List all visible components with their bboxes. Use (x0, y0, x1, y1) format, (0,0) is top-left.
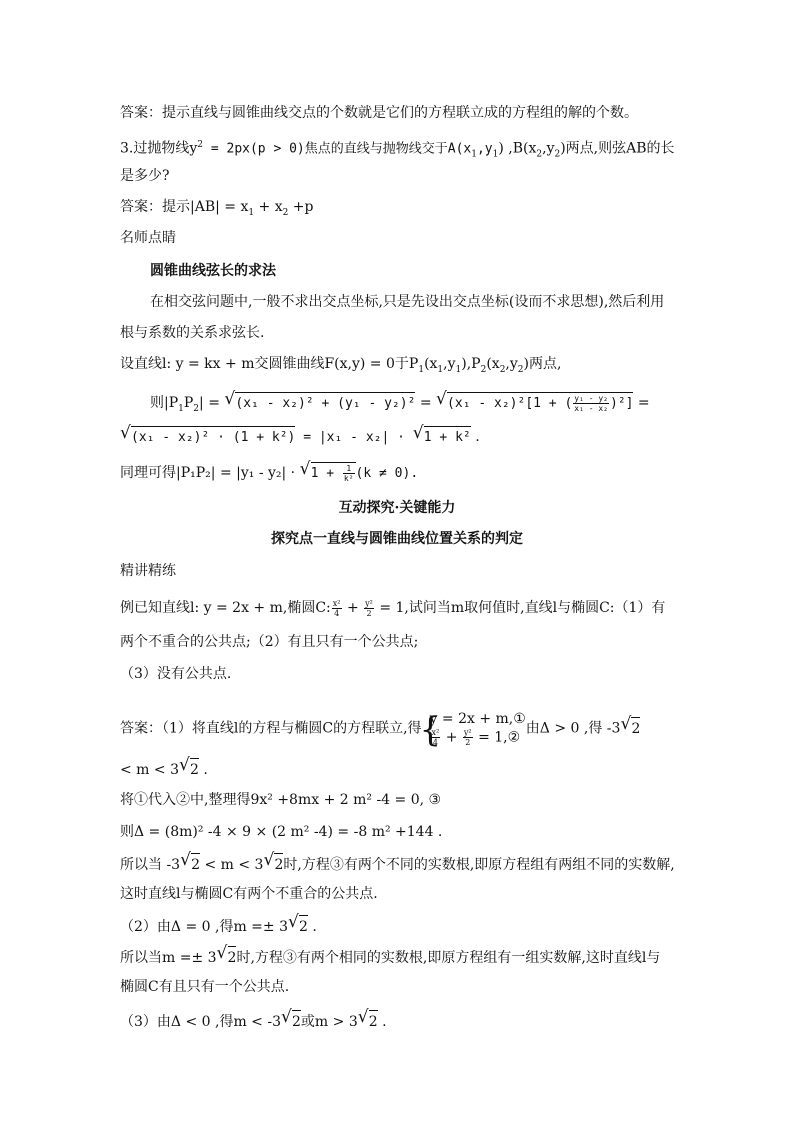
answer-case-2-cont: 椭圆C有且只有一个公共点. (120, 979, 290, 995)
fraction: $\frac{\text{x²}}{4}$ (431, 728, 440, 747)
fraction: $\frac{\text{y₁ - y₂}}{\text{x₁ - x₂}}$ (574, 394, 608, 413)
sqrt-expression: √ 2 (180, 853, 200, 875)
question-3: 3.过抛物线$y^2 = 2px(p > 0)$焦点的直线与抛物线交于$A(x_1,y_1)$ $,B(x_2,y_2)$两点,则弦AB的长 (120, 140, 675, 160)
fraction: $\frac{\text{y²}}{2}$ (463, 728, 472, 747)
sqrt-expression: √ 2 (263, 853, 283, 875)
answer-case-1: 所以当 -3√ 2 < m < 3√ 2时,方程③有两个不同的实数根,即原方程组有两组不同的实数解, (120, 853, 675, 875)
answer-2: （2）由Δ = 0 ,得m =± 3√ 2 . (120, 915, 317, 937)
answer-1-cont: < m < 3√ 2 . (120, 758, 208, 780)
fraction: $\frac{1}{\text{k²}}$ (343, 464, 354, 483)
chord-formula-3: 同理可得|P₁P₂| = |y₁ - y₂| · √ 1 + $\frac{1}{\text{k²}}$ (k ≠ 0). (120, 462, 418, 484)
answer-case-1-cont: 这时直线l与椭圆C有两个不重合的公共点. (120, 886, 378, 902)
sqrt-expression: √ 1 + $\frac{1}{\text{k²}}$ (300, 462, 356, 484)
sqrt-expression: √ (x₁ - x₂)²[1 + ( $\frac{\text{y₁ - y₂}}{\text{x₁ - x₂}}$ )²] (436, 392, 633, 414)
answer-3: （3）由Δ < 0 ,得m < -3√ 2或m > 3√ 2 . (120, 1010, 387, 1032)
answer-discriminant: 则Δ = (8m)² -4 × 9 × (2 m² -4) = -8 m² +144 . (120, 824, 443, 840)
equation-system: { y = 2x + m,① $\frac{\text{x²}}{4}$ + $\frac{\text{y²}}{2}$ = 1,② (422, 710, 526, 747)
answer-substitute: 将①代入②中,整理得9x² +8mx + 2 m² -4 = 0, ③ (120, 792, 442, 808)
example-line-3: （3）没有公共点. (120, 666, 232, 682)
tip-setup: 设直线l: y = kx + m交圆锥曲线F(x,y) = 0于$P_1(x_1,y_1),P_2(x_2,y_2)$两点, (120, 356, 562, 375)
subsection-heading: 探究点一直线与圆锥曲线位置关系的判定 (271, 531, 523, 547)
sqrt-expression: √ 2 (217, 946, 237, 968)
tip-text-1: 在相交弦问题中,一般不求出交点坐标,只是先设出交点坐标(设而不求思想),然后利用 (150, 294, 665, 310)
tip-text-2: 根与系数的关系求弦长. (120, 325, 265, 341)
sqrt-expression: √ 2 (358, 1010, 378, 1032)
example-line-1: 例已知直线l: y = 2x + m,椭圆C: $\frac{\text{x²}}{4}$ + $\frac{\text{y²}}{2}$ = 1,试问当m取何值时,直线l与椭圆C:（1）有 (120, 598, 666, 618)
tip-heading: 圆锥曲线弦长的求法 (150, 263, 276, 279)
answer-1: 答案：（1）将直线l的方程与椭圆C的方程联立,得 { y = 2x + m,① $\frac{\text{x²}}{4}$ + $\frac{\text{y²}}{2}$ = 1,② 由Δ > 0 ,得 -3√ 2 (120, 710, 640, 747)
answer-line-3: 答案：提示$|AB| = x_1 + x_2 +p$ (120, 199, 314, 218)
sqrt-expression: √ 2 (620, 717, 640, 739)
sqrt-expression: √ 2 (179, 758, 199, 780)
sqrt-expression: √ (x₁ - x₂)² · (1 + k²) (120, 426, 295, 448)
example-line-2: 两个不重合的公共点;（2）有且只有一个公共点; (120, 634, 419, 650)
chord-formula-2: √ (x₁ - x₂)² · (1 + k²) = |x₁ - x₂| · √ 1 + k² . (120, 426, 480, 448)
fraction: $\frac{\text{y²}}{2}$ (365, 598, 373, 618)
sqrt-expression: √ 1 + k² (413, 426, 471, 448)
tip-label: 名师点睛 (120, 230, 176, 246)
section-heading: 互动探究·关键能力 (338, 500, 456, 516)
sqrt-expression: √ 2 (281, 1010, 301, 1032)
question-3-cont: 是多少? (120, 168, 170, 184)
answer-line-1: 答案：提示直线与圆锥曲线交点的个数就是它们的方程联立成的方程组的解的个数。 (120, 105, 638, 121)
chord-formula-1: 则$|P_1P_2|$ = √ (x₁ - x₂)² + (y₁ - y₂)² = √ (x₁ - x₂)²[1 + ( $\frac{\text{y₁ - y₂}}{\text{x₁ - x₂}}$ )²] = (150, 392, 650, 419)
fraction: $\frac{\text{x²}}{4}$ (332, 598, 341, 618)
practice-label: 精讲精练 (120, 563, 176, 579)
sqrt-expression: √ 2 (288, 915, 308, 937)
answer-case-2: 所以当m =± 3√ 2时,方程③有两个相同的实数根,即原方程组有一组实数解,这时直线l与 (120, 946, 660, 968)
sqrt-expression: √ (x₁ - x₂)² + (y₁ - y₂)² (224, 392, 415, 414)
